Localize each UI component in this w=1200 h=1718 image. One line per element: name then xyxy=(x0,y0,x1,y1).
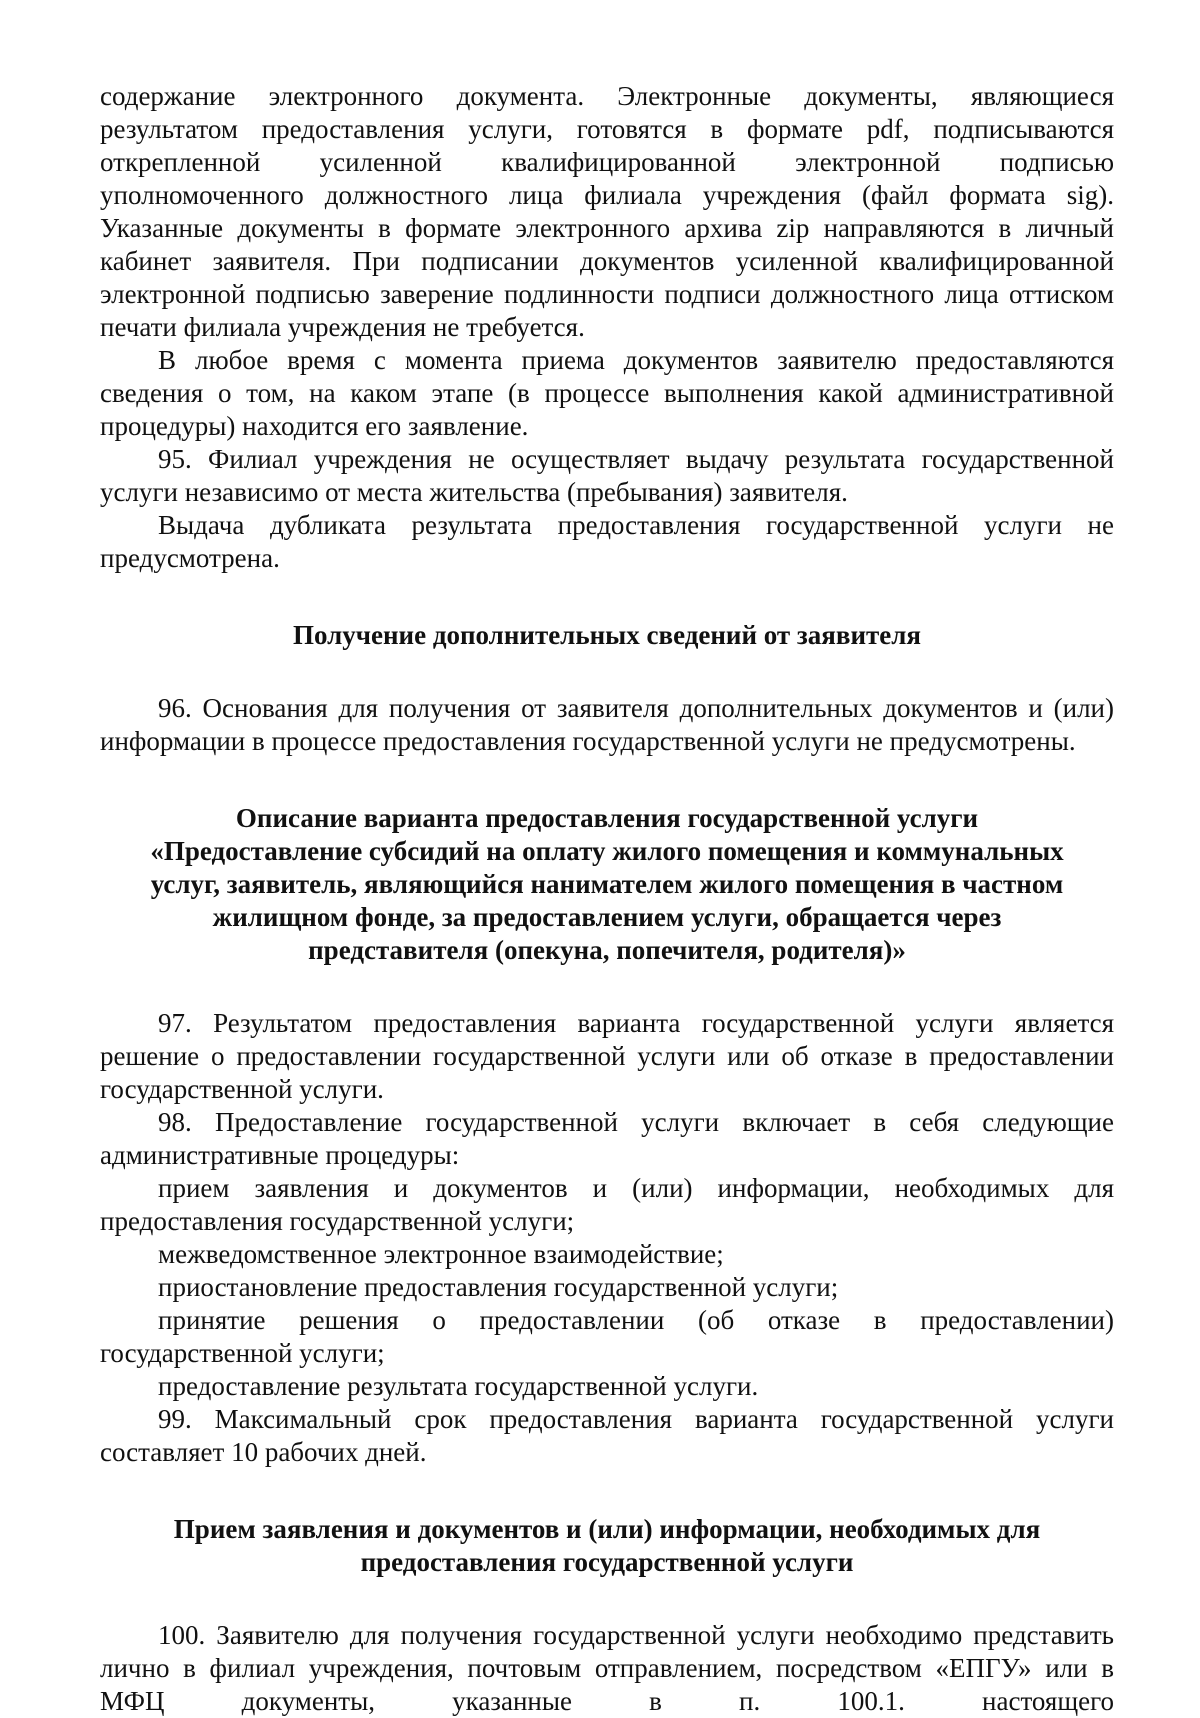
heading-line: Прием заявления и документов и (или) информации, необходимых для xyxy=(173,1514,1041,1544)
paragraph-96: 96. Основания для получения от заявителя дополнительных документов и (или) информации в процессе предоставления государственной услуги не предусмотрены. xyxy=(100,693,1114,756)
procedure-item: приостановление предоставления государственной услуги; xyxy=(158,1272,839,1302)
section-heading-application-reception xyxy=(100,1513,1114,1579)
procedure-item: принятие решения о предоставлении (об отказе в предоставлении) государственной услуги; xyxy=(100,1305,1114,1368)
heading-line: представителя (опекуна, попечителя, родителя)» xyxy=(308,935,906,965)
procedure-item: прием заявления и документов и (или) информации, необходимых для предоставления государственной услуги; xyxy=(100,1173,1114,1236)
heading-line: предоставления государственной услуги xyxy=(360,1547,854,1577)
paragraph-status-info: В любое время с момента приема документов заявителю предоставляются сведения о том, на каком этапе (в процессе выполнения какой административной процедуры) находится его заявление. xyxy=(100,345,1114,441)
procedure-item: межведомственное электронное взаимодействие; xyxy=(158,1239,724,1269)
paragraph-95: 95. Филиал учреждения не осуществляет выдачу результата государственной услуги независимо от места жительства (пребывания) заявителя. xyxy=(100,444,1114,507)
section-heading-additional-info: Получение дополнительных сведений от заявителя xyxy=(292,620,922,650)
paragraph-99: 99. Максимальный срок предоставления варианта государственной услуги составляет 10 рабочих дней. xyxy=(100,1404,1114,1467)
document-body xyxy=(100,80,1114,1718)
heading-line: «Предоставление субсидий на оплату жилого помещения и коммунальных xyxy=(150,836,1064,866)
paragraph-98: 98. Предоставление государственной услуги включает в себя следующие административные процедуры: xyxy=(100,1107,1114,1170)
procedure-item: предоставление результата государственной услуги. xyxy=(158,1371,759,1401)
heading-line: Описание варианта предоставления государственной услуги xyxy=(235,803,979,833)
paragraph-100: 100. Заявителю для получения государственной услуги необходимо представить лично в филиал учреждения, почтовым отправлением, посредством «ЕПГУ» или в МФЦ документы, указанные в п. 100.1. настоящего xyxy=(100,1620,1114,1716)
paragraph-duplicate: Выдача дубликата результата предоставления государственной услуги не предусмотрена. xyxy=(100,510,1114,573)
paragraph-continuation: содержание электронного документа. Электронные документы, являющиеся результатом предоставления услуги, готовятся в формате pdf, подписываются открепленной усиленной квалифицированной электронной подписью уполномоченного должностного лица филиала учреждения (файл формата sig). Указанные документы в формате электронного архива zip направляются в личный кабинет заявителя. При подписании документов усиленной квалифицированной электронной подписью заверение подлинности подписи должностного лица оттиском печати филиала учреждения не требуется. xyxy=(100,81,1114,342)
paragraph-97: 97. Результатом предоставления варианта государственной услуги является решение о предоставлении государственной услуги или об отказе в предоставлении государственной услуги. xyxy=(100,1008,1114,1104)
heading-line: услуг, заявитель, являющийся нанимателем жилого помещения в частном xyxy=(150,869,1064,899)
heading-line: жилищном фонде, за предоставлением услуги, обращается через xyxy=(212,902,1002,932)
section-heading-variant-description xyxy=(100,802,1114,967)
